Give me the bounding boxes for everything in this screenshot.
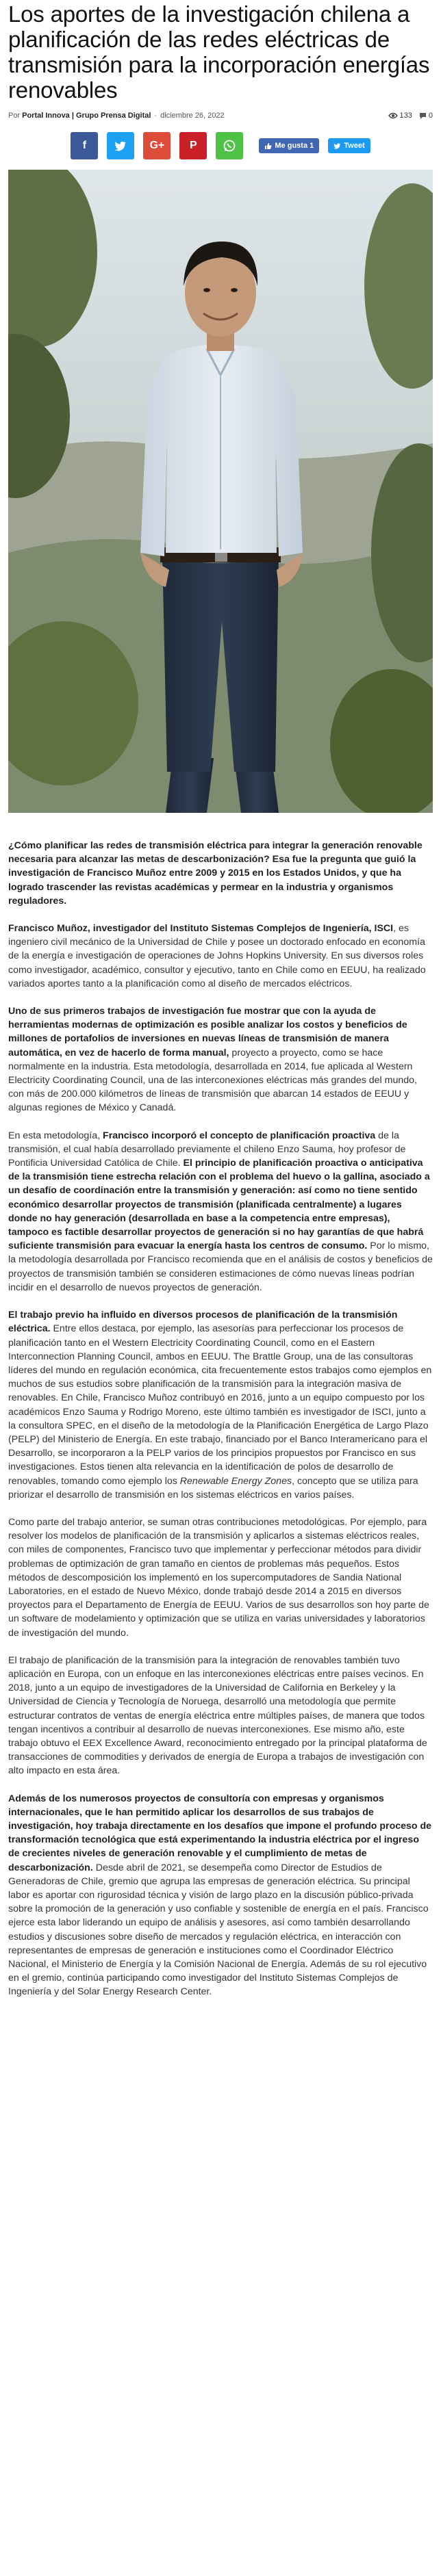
whatsapp-share-button[interactable] <box>216 132 243 159</box>
article-stats <box>388 112 433 120</box>
p4-bold-2: El principio de planificación proactiva o anticipativa de la transmisión tiene estrecha relación con el problema del huevo o la gallina, asociado a un desafío de coordinación entre la transmisión y generación: así como no tiene sentido económico desarrollar proyectos de transmisión (planificada centralmente) a lugares donde no hay generación (desarrollada en base a la competencia entre empresas), tampoco es factible desarrollar proyectos de generación si no hay garantías de que habrá suficiente transmisión para evacuar la energía hasta los centros de consumo. <box>8 1158 430 1252</box>
comment-icon <box>419 112 427 120</box>
facebook-icon: f <box>82 140 87 151</box>
eye-icon <box>388 112 398 119</box>
article-photo <box>8 170 433 813</box>
facebook-share-button[interactable] <box>71 132 98 159</box>
twitter-share-button[interactable] <box>107 132 134 159</box>
pinterest-share-button[interactable] <box>179 132 207 159</box>
article-meta <box>8 109 433 122</box>
share-bar <box>8 131 433 160</box>
p8-bold: Además de los numerosos proyectos de consultoría con empresas y organismos internacionales, que le han permitido aplicar los desarrollos de sus trabajos de investigación, hoy trabaja directamente en los desafíos que impone el profundo proceso de transformación tecnológica que está experimentando la industria eléctrica por el ingreso de crecientes niveles de generación renovable y el cumplimiento de metas de descarbonización. <box>8 1793 432 1873</box>
p2-bold: Francisco Muñoz, investigador del Instituto Sistemas Complejos de Ingeniería, ISCI <box>8 923 394 935</box>
p1-bold: ¿Cómo planificar las redes de transmisión eléctrica para integrar la generación renovable necesaria para alcanzar las metas de descarbonización? Esa fue la pregunta que guió la investigación de Francisco Muñoz entre 2009 y 2015 en los Estados Unidos, y que ha logrado trascender las revistas académicas y permear en la industria y organismos reguladores. <box>8 840 423 907</box>
person-portrait-icon <box>8 170 433 813</box>
paragraph-3 <box>8 1004 433 1115</box>
twitter-icon <box>114 141 127 151</box>
comments-count[interactable] <box>419 112 433 120</box>
like-label: Me gusta 1 <box>275 142 314 150</box>
p5-text-1: Entre ellos destaca, por ejemplo, las asesorías para perfeccionar los procesos de planificación tanto en el Western Electricity Coordinating Council, como en el Eastern Interconnection Planning Council, ambos en EEUU. The Brattle Group, una de las consultoras líderes del mundo en regulación económica, cita frecuentemente estos trabajos como ejemplos en muchos de sus estudios sobre planificación de la transmisión para la integración masiva de renovables. En Chile, Francisco Muñoz contribuyó en 2016, junto a un equipo compuesto por los académicos Enzo Sauma y Rodrigo Moreno, este último también es investigador de ISCI, junto a la consultora SPEC, en el diseño de la metodología de la Planificación Energética de Largo Plazo (PELP) del Ministerio de Energía. En este trabajo, financiado por el Banco Interamericano para el Desarrollo, se incorporaron a la PELP varios de los principios propuestos por Francisco en sus investigaciones. Estos tienen alta relevancia en la identificación de polos de desarrollo de renovables, tomando como ejemplo los <box>8 1323 432 1487</box>
googleplus-icon: G+ <box>149 140 165 151</box>
p3-text: proyecto a proyecto, como se hace normalmente en la industria. Esta metodología, desarrollada en 2014, fue aplicada al Western Electricity Coordinating Council, una de las interconexiones eléctricas más grandes del mundo, con más de 200.000 kilómetros de líneas de transmisión que abarcan 14 estados de EEUU y algunas regiones de México y Canadá. <box>8 1047 417 1114</box>
paragraph-5 <box>8 1308 433 1502</box>
p4-text-2: de la transmisión, el cual había desarrollado previamente el chileno Enzo Sauma, hoy profesor de Pontificia Universidad Católica de Chile. <box>8 1130 406 1169</box>
pinterest-icon: P <box>190 140 197 151</box>
p3-bold: Uno de sus primeros trabajos de investigación fue mostrar que con la ayuda de herramientas modernas de optimización es posible analizar los costos y beneficios de millones de portafolios de inversiones en nuevas líneas de transmisión de manera automática, en vez de hacerlo de forma manual, <box>8 1006 407 1058</box>
p5-italic: Renewable Energy Zones <box>179 1475 292 1487</box>
whatsapp-icon <box>223 139 236 153</box>
p7-text: El trabajo de planificación de la transmisión para la integración de renovables también tuvo aplicación en Europa, con un enfoque en las interconexiones eléctricas entre países vecinos. En 2018, junto a un equipo de investigadores de la Universidad de California en Berkeley y la Universidad de Ciencia y Tecnología de Noruega, desarrolló una metodología que permite estructurar contratos de ventas de energía eléctrica entre múltiples países, de manera que todos tengan incentivos a contribuir al desarrollo de nuevas interconexiones. Ese mismo año, este trabajo obtuvo el EEX Excellence Award, reconocimiento entregado por la principal plataforma de transacciones de commodities y derivados de energía de Europa a trabajos de investigación con alto impacto en esta área. <box>8 1654 427 1777</box>
meta-separator: - <box>154 112 158 120</box>
paragraph-8 <box>8 1792 433 1999</box>
p8-text: Desde abril de 2021, se desempeña como Director de Estudios de Generadoras de Chile, gremio que agrupa las empresas de generación eléctrica. Su principal labor es aportar con rigurosidad técnica y visión de largo plazo en la discusión público-privada sobre la promoción de la generación y uso confiable y sostenible de energía en el país. Francisco ejerce esta labor liderando un equipo de análisis y asesores, así como también desarrollando estudios y discusiones sobre diseño de mercados y regulación eléctrica, en interacción con representantes de empresas de generación e instituciones como el Coordinador Eléctrico Nacional, el Ministerio de Energía y la Comisión Nacional de Energía. Además de su rol ejecutivo en el gremio, continúa participando como investigador del Instituto Sistemas Complejos de Ingeniería y del Solar Energy Research Center. <box>8 1862 429 1998</box>
paragraph-1 <box>8 839 433 908</box>
twitter-bird-icon <box>333 143 341 149</box>
p2-text: , es ingeniero civil mecánico de la Universidad de Chile y posee un doctorado enfocado en economía de la energía e investigación de operaciones de Johns Hopkins University. En sus diversos roles como investigador, académico, consultor y ejecutivo, tanto en Chile como en EEUU, ha realizado variados aportes tanto a la planificación como al diseño de mercados eléctricos. <box>8 923 426 989</box>
p4-text-3: Por lo mismo, la metodología desarrollada por Francisco recomienda que en el análisis de costos y beneficios de proyectos de transmisión también se consideren estimaciones de cómo nuevas líneas podrían incidir en el desarrollo de nuevos proyectos de generación. <box>8 1240 433 1293</box>
article-title: Los aportes de la investigación chilena a planificación de las redes eléctricas de transmisión para la incorporación energías renovables <box>8 1 430 103</box>
views-value: 133 <box>399 112 412 120</box>
views-count <box>388 112 412 120</box>
facebook-like-button[interactable] <box>259 138 319 153</box>
googleplus-share-button[interactable] <box>143 132 171 159</box>
tweet-label: Tweet <box>344 142 365 150</box>
by-label: Por <box>8 112 21 120</box>
p5-text-2: , concepto que se utiliza para priorizar el desarrollo de transmisión en los sistemas eléctricos en varios países. <box>8 1475 418 1500</box>
thumbs-up-icon <box>264 142 272 150</box>
paragraph-4 <box>8 1129 433 1294</box>
author-link[interactable]: Portal Innova | Grupo Prensa Digital <box>22 112 151 120</box>
p6-text: Como parte del trabajo anterior, se suman otras contribuciones metodológicas. Por ejemplo, para resolver los modelos de planificación de la transmisión y aplicarlos a sistemas eléctricos reales, con miles de componentes, Francisco tuvo que implementar y perfeccionar métodos para dividir problemas de optimización de gran tamaño en cientos de problemas más pequeños. Estos métodos de descomposición los implementó en los supercomputadores de Sandia National Laboratories, en el estado de Nuevo México, donde trabajó desde 2014 a 2015 en diversos proyectos para el Departamento de Energía de EEUU. Varios de sus desarrollos son hoy parte de un software de modelamiento y optimización que se utiliza en varias universidades y laboratorios de investigación del mundo. <box>8 1516 429 1639</box>
p5-bold: El trabajo previo ha influido en diversos procesos de planificación de la transmisión eléctrica. <box>8 1310 398 1335</box>
p4-bold-1: Francisco incorporó el concepto de planificación proactiva <box>103 1130 376 1141</box>
publish-date: diciembre 26, 2022 <box>160 112 225 120</box>
comments-value: 0 <box>428 112 433 120</box>
paragraph-7 <box>8 1654 433 1778</box>
article-body <box>8 839 433 1999</box>
tweet-button[interactable] <box>328 138 370 153</box>
p4-text-1: En esta metodología, <box>8 1130 103 1141</box>
paragraph-2 <box>8 922 433 991</box>
paragraph-6 <box>8 1515 433 1640</box>
